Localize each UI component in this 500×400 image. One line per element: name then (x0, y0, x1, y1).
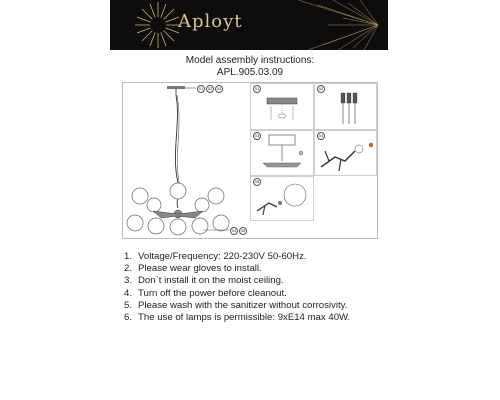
callout-badge: 03 (216, 86, 222, 91)
assembly-diagram (122, 82, 378, 239)
instruction-item: 3. Don`t install it on the moist ceiling. (124, 275, 284, 287)
callout-badge: 01 (198, 86, 204, 91)
step-05-panel (250, 176, 314, 221)
document-title (0, 55, 500, 79)
instruction-item: 1. Voltage/Frequency: 220-230V 50-60Hz. (124, 251, 307, 262)
callout-top (197, 85, 223, 93)
step-number: 05 (254, 179, 260, 184)
instruction-item: 2. Please wear gloves to install. (124, 263, 262, 275)
step-04-panel (314, 130, 377, 176)
instruction-item: 5. Please wash with the sanitizer without corrosivity. (124, 299, 348, 311)
callout-badge: 04 (231, 228, 237, 233)
chandelier-drawing (123, 83, 249, 238)
step-02-panel (314, 83, 377, 130)
step-01-panel (250, 83, 314, 130)
brand-name: Aployt (178, 11, 243, 32)
step-number: 03 (254, 133, 260, 138)
instructions-list (124, 251, 350, 324)
step-03-panel (250, 130, 314, 176)
model-number: APL.905.03.09 (216, 67, 284, 78)
instruction-item: 6. The use of lamps is permissible: 9xE14 max 40W. (124, 312, 351, 324)
title-line: Model assembly instructions: (185, 55, 315, 66)
decorative-rays (268, 0, 388, 50)
instruction-item: 4. Turn off the power before cleanout. (124, 287, 287, 299)
callout-badge: 05 (240, 228, 246, 233)
callout-bottom (230, 227, 247, 235)
step-number: 01 (254, 86, 260, 91)
brand-banner (110, 0, 388, 50)
callout-badge: 02 (207, 86, 213, 91)
step-number: 04 (318, 133, 324, 138)
step-number: 02 (318, 86, 324, 91)
